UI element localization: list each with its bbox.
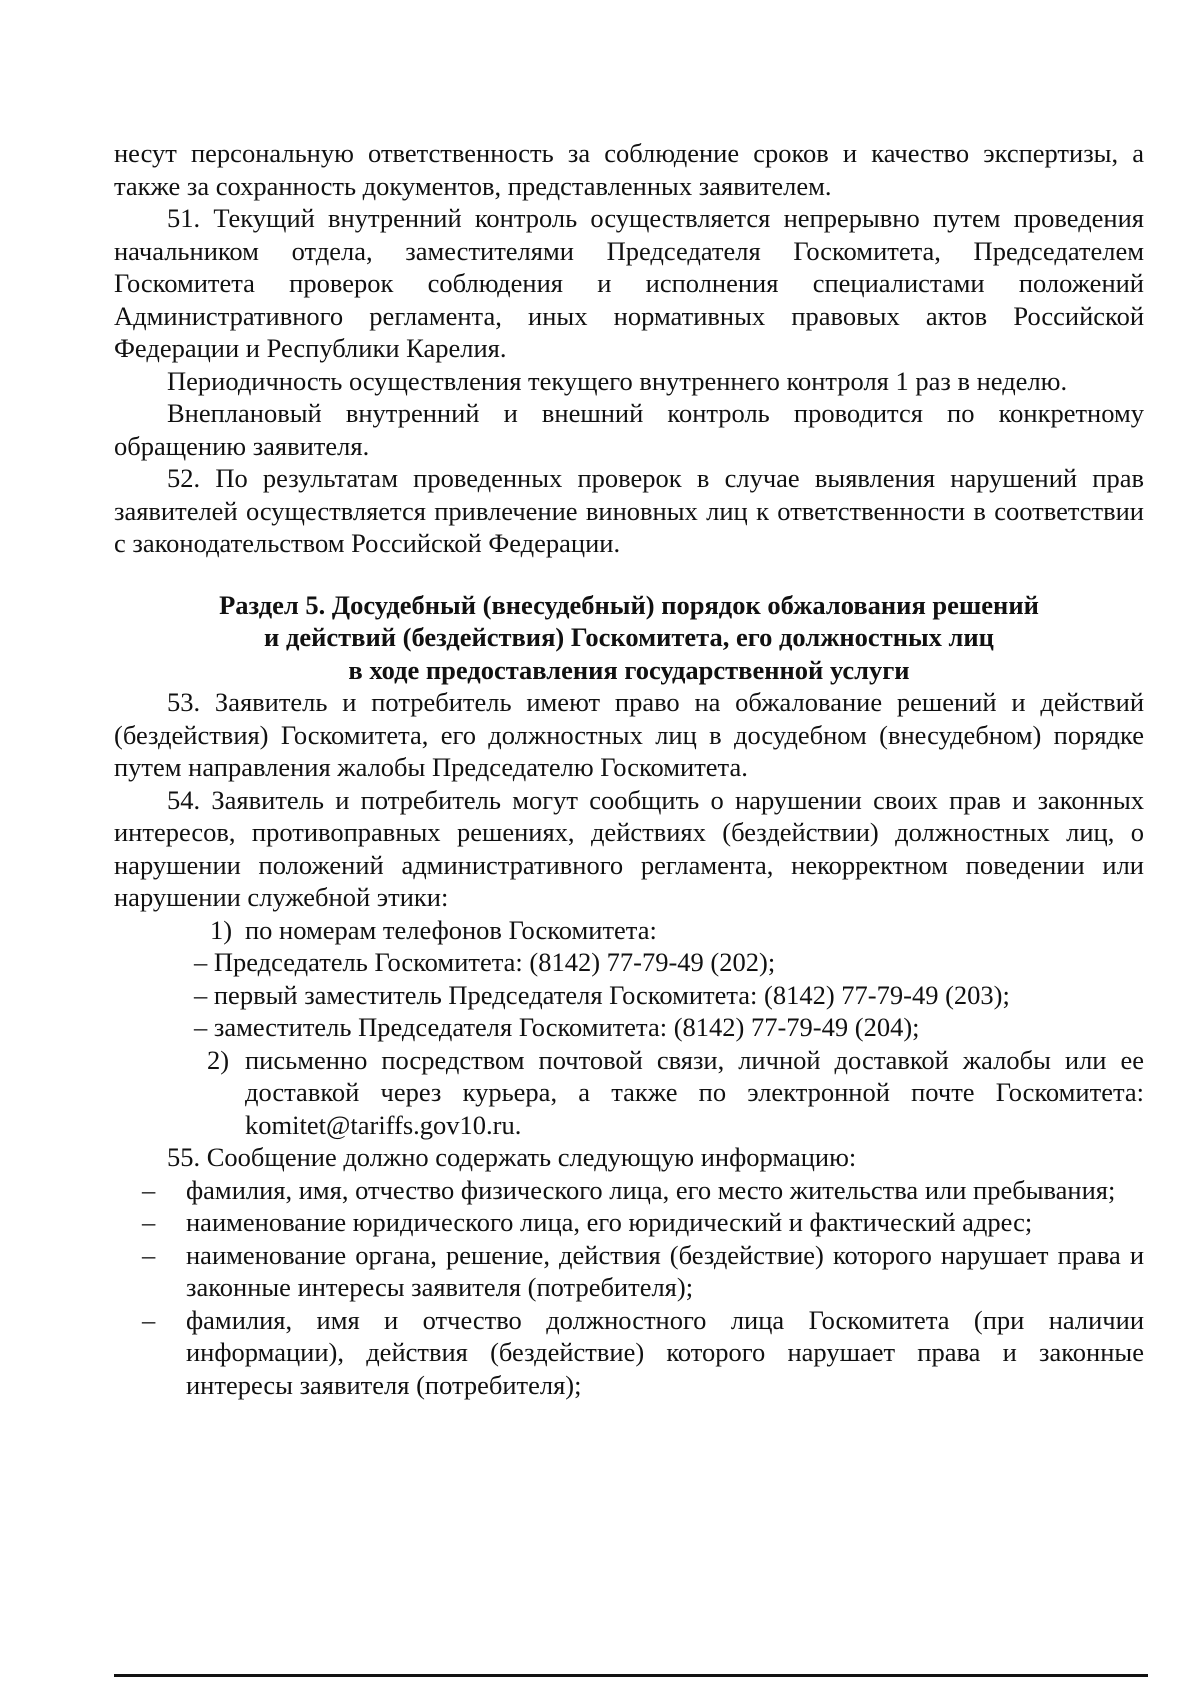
footer-rule bbox=[114, 1674, 1148, 1677]
bullet-item bbox=[142, 1174, 1144, 1207]
paragraph-periodicity: Периодичность осуществления текущего внутреннего контроля 1 раз в неделю. bbox=[167, 365, 1068, 396]
bullet-mark: – bbox=[142, 1239, 156, 1270]
paragraph-54: 54. Заявитель и потребитель могут сообщить о нарушении своих прав и законных интересов, противоправных решениях, действиях (бездействии) должностных лиц, о нарушении положений административного регламента, некорректном поведении или нарушении служебной этики: bbox=[114, 784, 1144, 912]
bullet-item bbox=[142, 1206, 1144, 1239]
numbered-item-2-text: письменно посредством почтовой связи, личной доставкой жалобы или ее доставкой через курьера, а также по электронной почте Госкомитета: komitet@tariffs.gov10.ru. bbox=[245, 1044, 1144, 1140]
bullet-text: наименование юридического лица, его юридический и фактический адрес; bbox=[186, 1207, 1033, 1237]
paragraph-52: 52. По результатам проведенных проверок в случае выявления нарушений прав заявителей осуществляется привлечение виновных лиц к ответственности в соответствии с законодательством Российской Федерации. bbox=[114, 463, 1144, 558]
phone-first-deputy: – первый заместитель Председателя Госкомитета: (8142) 77-79-49 (203); bbox=[194, 979, 1010, 1010]
section-5-heading bbox=[114, 589, 1144, 687]
bullet-item bbox=[142, 1304, 1144, 1402]
section-heading-line-3: в ходе предоставления государственной услуги bbox=[348, 654, 910, 685]
phone-deputy: – заместитель Председателя Госкомитета: (8142) 77-79-49 (204); bbox=[194, 1012, 920, 1042]
bullet-mark: – bbox=[142, 1304, 156, 1335]
bullet-item bbox=[142, 1239, 1144, 1304]
paragraph-unplanned-control: Внеплановый внутренний и внешний контроль проводится по конкретному обращению заявителя. bbox=[114, 398, 1144, 461]
section-heading-line-2: и действий (бездействия) Госкомитета, его должностных лиц bbox=[264, 622, 994, 652]
numbered-item-1 bbox=[210, 914, 1144, 947]
phone-chairman: – Председатель Госкомитета: (8142) 77-79-49 (202); bbox=[194, 947, 776, 977]
bullet-text: фамилия, имя, отчество физического лица, его место жительства или пребывания; bbox=[186, 1174, 1116, 1205]
numbered-item-1-number: 1) bbox=[210, 914, 233, 945]
paragraph-53: 53. Заявитель и потребитель имеют право на обжалование решений и действий (бездействия) Госкомитета, его должностных лиц в досудебном (внесудебном) порядке путем направления жалобы Председателю Госкомитета. bbox=[114, 687, 1144, 782]
bullet-mark: – bbox=[142, 1174, 156, 1205]
bullet-mark: – bbox=[142, 1207, 156, 1237]
paragraph-51: 51. Текущий внутренний контроль осуществляется непрерывно путем проведения начальником отдела, заместителями Председателя Госкомитета, Председателем Госкомитета проверок соблюдения и исполнения специалистами положений Административного регламента, иных нормативных правовых актов Российской Федерации и Республики Карелия. bbox=[114, 203, 1144, 363]
numbered-item-2 bbox=[207, 1044, 1144, 1142]
paragraph-55: 55. Сообщение должно содержать следующую информацию: bbox=[167, 1142, 857, 1172]
bullet-text: фамилия, имя и отчество должностного лица Госкомитета (при наличии информации), действия (бездействие) которого нарушает права и законные интересы заявителя (потребителя); bbox=[186, 1304, 1144, 1400]
document-page bbox=[114, 137, 1144, 1401]
paragraph-intro: несут персональную ответственность за соблюдение сроков и качество экспертизы, а также за сохранность документов, представленных заявителем. bbox=[114, 138, 1144, 201]
numbered-item-1-text: по номерам телефонов Госкомитета: bbox=[245, 914, 657, 945]
numbered-item-2-number: 2) bbox=[207, 1044, 230, 1075]
bullet-text: наименование органа, решение, действия (бездействие) которого нарушает права и законные интересы заявителя (потребителя); bbox=[186, 1239, 1144, 1302]
section-heading-line-1: Раздел 5. Досудебный (внесудебный) порядок обжалования решений bbox=[219, 589, 1039, 620]
